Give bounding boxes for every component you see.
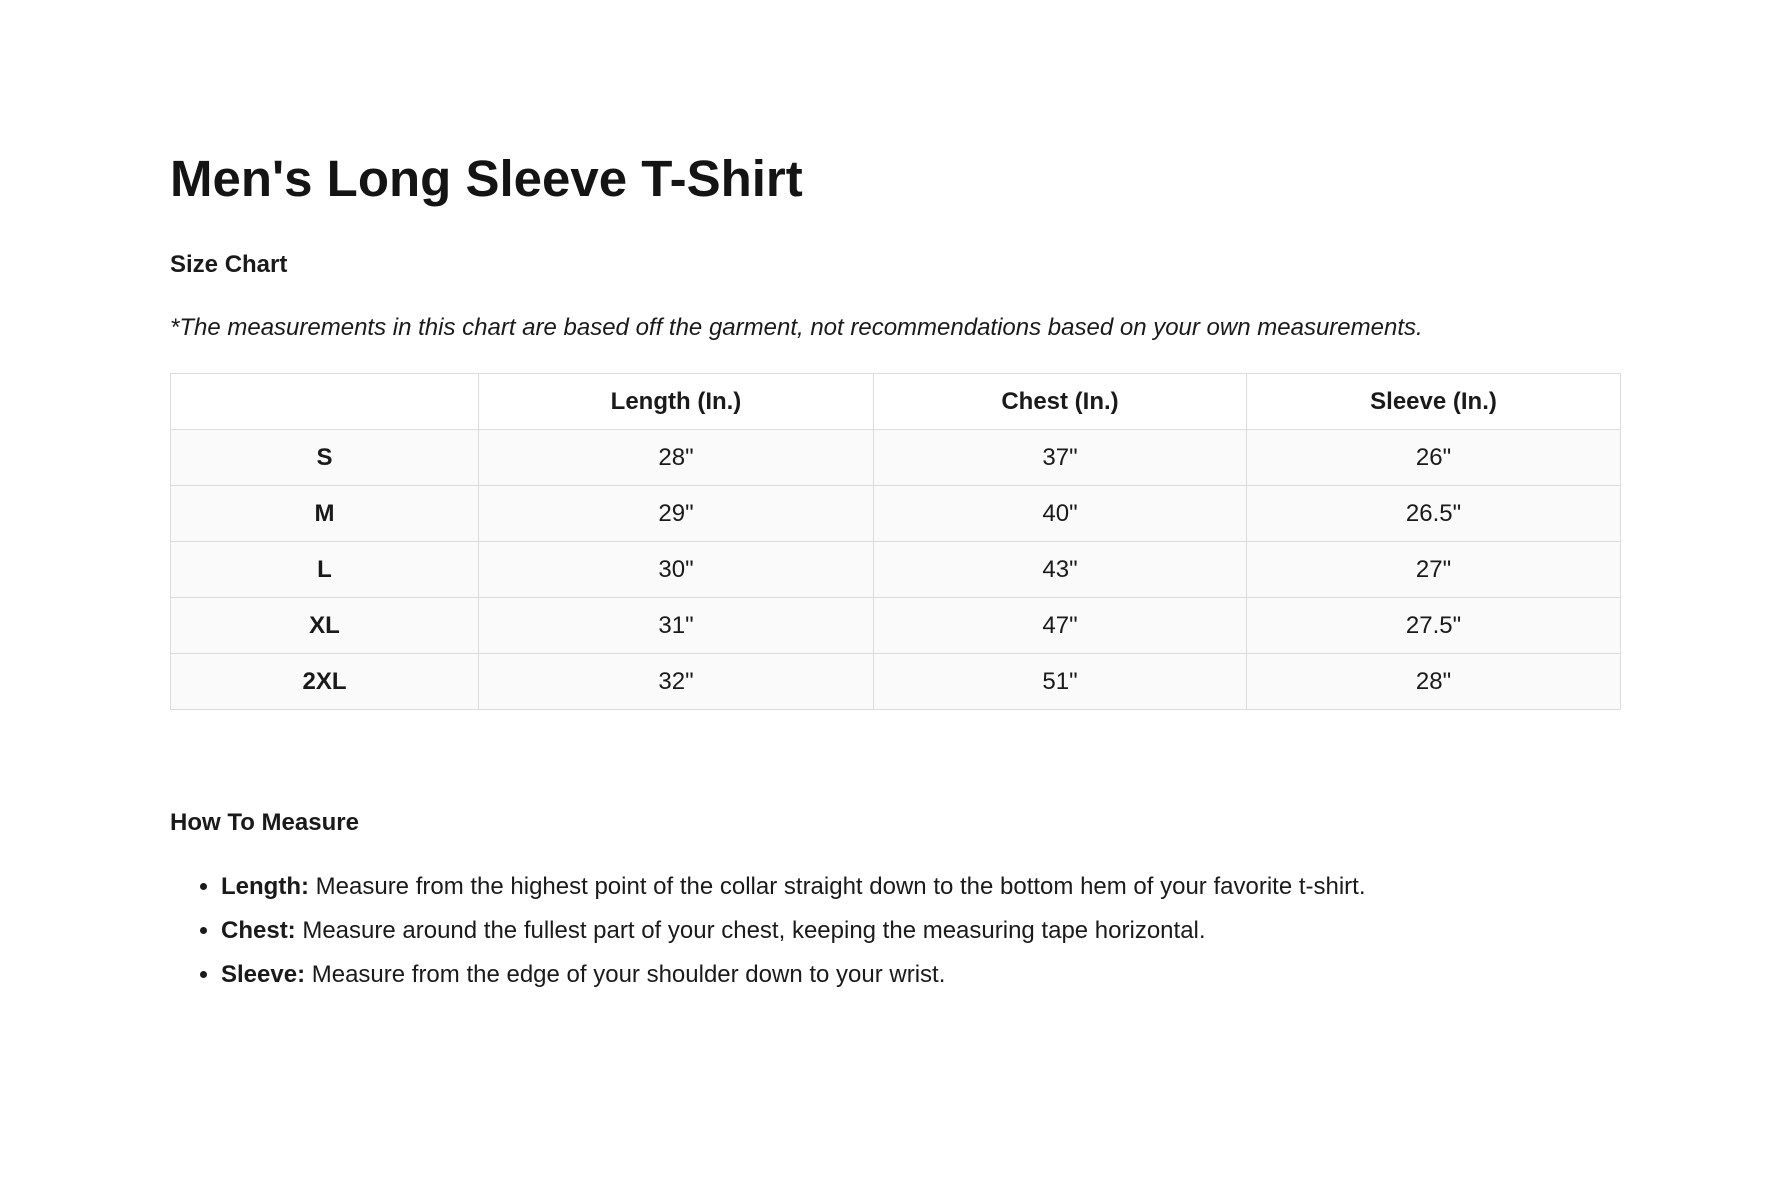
sleeve-cell: 27.5" [1247, 598, 1621, 654]
instruction-term: Chest: [221, 917, 296, 944]
size-cell: M [171, 486, 479, 542]
size-chart-table [170, 373, 1621, 710]
instruction-text: Measure from the highest point of the collar straight down to the bottom hem of your favorite t-shirt. [308, 873, 1366, 900]
header-cell-length: Length (In.) [479, 374, 874, 430]
table-header-row [171, 374, 1621, 430]
chest-cell: 51" [874, 654, 1247, 710]
table-row [171, 542, 1621, 598]
header-cell-chest: Chest (In.) [874, 374, 1247, 430]
header-cell-size [171, 374, 479, 430]
table-row [171, 486, 1621, 542]
instruction-text: Measure from the edge of your shoulder down to your wrist. [305, 961, 946, 988]
sleeve-cell: 27" [1247, 542, 1621, 598]
size-chart-heading: Size Chart [170, 251, 288, 278]
sleeve-cell: 26" [1247, 430, 1621, 486]
chest-cell: 37" [874, 430, 1247, 486]
chest-cell: 47" [874, 598, 1247, 654]
sleeve-cell: 28" [1247, 654, 1621, 710]
size-cell: XL [171, 598, 479, 654]
measure-instructions-list [170, 872, 1621, 1004]
measurement-note: *The measurements in this chart are based off the garment, not recommendations based on your own measurements. [170, 314, 1423, 341]
length-cell: 30" [479, 542, 874, 598]
length-cell: 32" [479, 654, 874, 710]
length-cell: 31" [479, 598, 874, 654]
instruction-term: Length: [221, 873, 309, 900]
size-cell: 2XL [171, 654, 479, 710]
chest-cell: 43" [874, 542, 1247, 598]
page-title: Men's Long Sleeve T-Shirt [170, 150, 803, 207]
instruction-text: Measure around the fullest part of your chest, keeping the measuring tape horizontal. [295, 917, 1206, 944]
table-row [171, 654, 1621, 710]
list-item [221, 960, 1621, 990]
list-item [221, 872, 1621, 902]
how-to-measure-heading: How To Measure [170, 809, 359, 836]
table-row [171, 430, 1621, 486]
length-cell: 29" [479, 486, 874, 542]
table-row [171, 598, 1621, 654]
length-cell: 28" [479, 430, 874, 486]
header-cell-sleeve: Sleeve (In.) [1247, 374, 1621, 430]
size-cell: L [171, 542, 479, 598]
instruction-term: Sleeve: [221, 961, 306, 988]
size-cell: S [171, 430, 479, 486]
list-item [221, 916, 1621, 946]
sleeve-cell: 26.5" [1247, 486, 1621, 542]
chest-cell: 40" [874, 486, 1247, 542]
